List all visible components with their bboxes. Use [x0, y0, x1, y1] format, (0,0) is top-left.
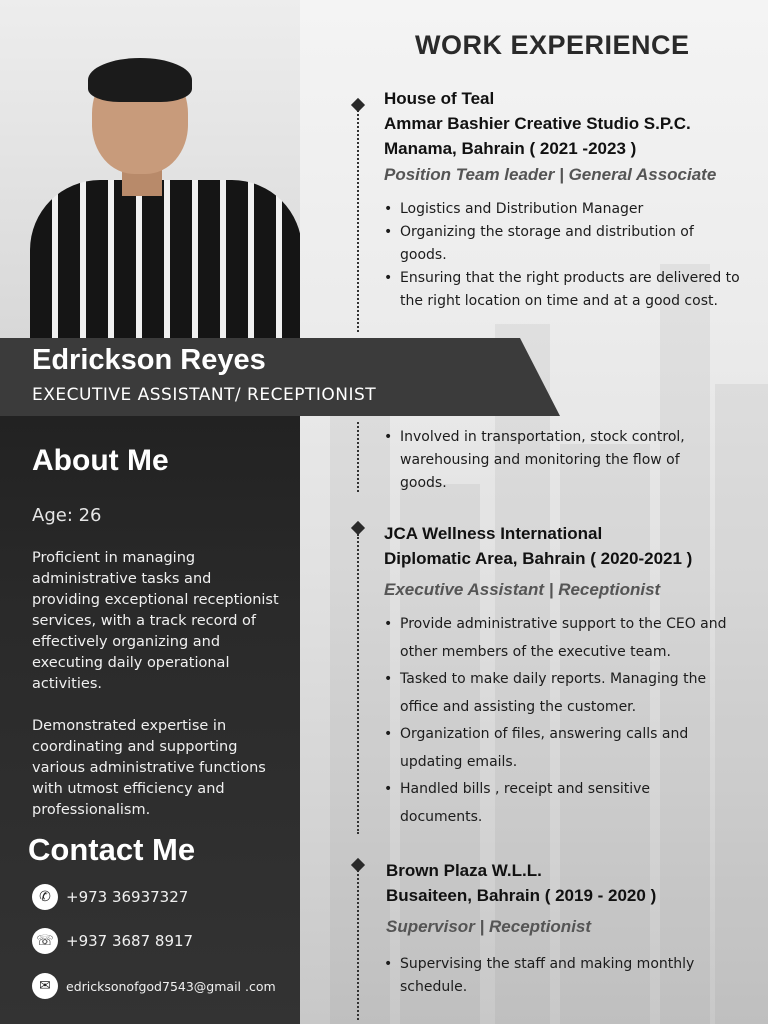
age-text: Age: 26 — [32, 505, 102, 526]
email-address[interactable]: edricksonofgod7543@gmail .com — [66, 978, 276, 994]
phone-number[interactable]: +973 36937327 — [66, 888, 189, 906]
job-company: JCA Wellness International — [384, 524, 603, 543]
contact-phone[interactable] — [32, 884, 188, 910]
about-heading: About Me — [32, 444, 169, 477]
job-3-duties — [384, 953, 724, 999]
about-paragraph: Proficient in managing administrative tasks and providing exceptional receptionist services, with a track record of effectively organizing and executing daily operational activities. — [32, 550, 279, 692]
job-2-duties — [384, 611, 729, 831]
profile-title: EXECUTIVE ASSISTANT/ RECEPTIONIST — [32, 385, 377, 405]
job-1-duties-continued — [384, 426, 724, 495]
email-icon: ✉ — [32, 973, 58, 999]
photo-shirt — [30, 180, 300, 340]
timeline-line — [357, 422, 359, 492]
contact-email[interactable] — [32, 973, 276, 999]
duty-item: • Ensuring that the right products are delivered to the right location on time and at a good cost. — [384, 267, 744, 313]
job-location: Busaiteen, Bahrain ( 2019 - 2020 ) — [386, 886, 657, 905]
timeline-line — [357, 110, 359, 332]
duty-item: • Logistics and Distribution Manager — [384, 198, 744, 221]
job-3-header — [386, 858, 656, 908]
duty-item: • Organizing the storage and distribution of goods. — [384, 221, 744, 267]
job-location: Diplomatic Area, Bahrain ( 2020-2021 ) — [384, 549, 693, 568]
duty-item: • Provide administrative support to the CEO and other members of the executive team. — [384, 611, 729, 666]
job-2-role: Executive Assistant | Receptionist — [384, 580, 661, 599]
contact-heading: Contact Me — [28, 832, 196, 867]
whatsapp-icon: ☏ — [32, 928, 58, 954]
job-1-role: Position Team leader | General Associate — [384, 165, 717, 184]
work-experience-heading: WORK EXPERIENCE — [415, 30, 690, 60]
job-company: House of Teal — [384, 89, 495, 108]
phone-icon: ✆ — [32, 884, 58, 910]
duty-item: • Handled bills , receipt and sensitive documents. — [384, 776, 729, 831]
job-2-header — [384, 521, 692, 571]
duty-item: • Supervising the staff and making monthly schedule. — [384, 953, 724, 999]
profile-photo — [0, 0, 300, 340]
job-1-duties — [384, 198, 744, 313]
photo-hair — [88, 58, 192, 102]
job-company: Brown Plaza W.L.L. — [386, 861, 542, 880]
timeline-line — [357, 870, 359, 1020]
job-3-role: Supervisor | Receptionist — [386, 917, 592, 936]
duty-item: • Organization of files, answering calls and updating emails. — [384, 721, 729, 776]
timeline-line — [357, 534, 359, 834]
job-1-header — [384, 86, 691, 161]
job-location: Manama, Bahrain ( 2021 -2023 ) — [384, 139, 637, 158]
contact-whatsapp[interactable] — [32, 928, 193, 954]
job-company: Ammar Bashier Creative Studio S.P.C. — [384, 114, 691, 133]
about-paragraph: Demonstrated expertise in coordinating and supporting various administrative functions with utmost efficiency and professionalism. — [32, 718, 266, 818]
whatsapp-number[interactable]: +937 3687 8917 — [66, 932, 194, 950]
duty-item: • Involved in transportation, stock control, warehousing and monitoring the flow of goods. — [384, 426, 724, 495]
duty-item: • Tasked to make daily reports. Managing the office and assisting the customer. — [384, 666, 729, 721]
profile-name: Edrickson Reyes — [32, 344, 266, 376]
